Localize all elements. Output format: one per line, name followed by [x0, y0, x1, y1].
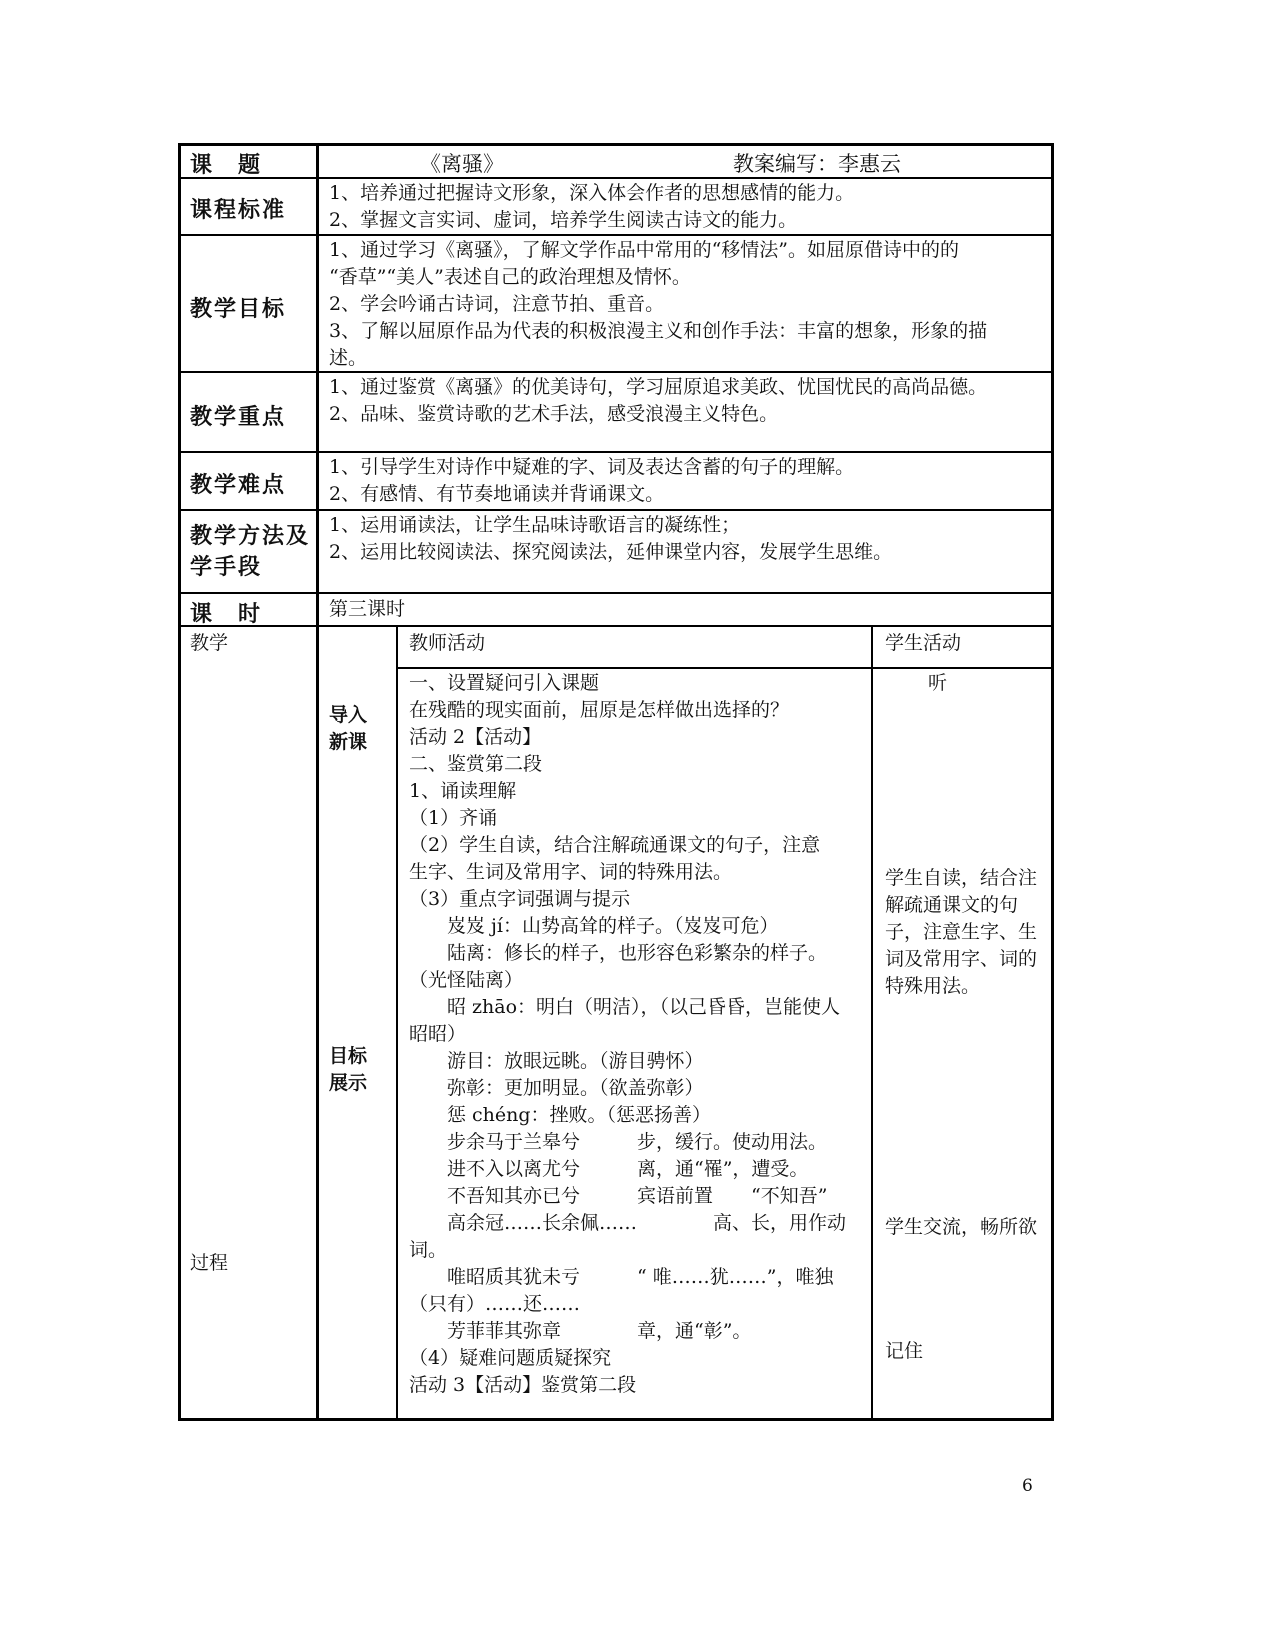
text-line: 陆离：修长的样子，也形容色彩繁杂的样子。 [409, 942, 828, 964]
teaching-goals-content [329, 237, 987, 372]
text-line: 1、通过鉴赏《离骚》的优美诗句，学习屈原追求美政、忧国忧民的高尚品德。 [329, 376, 988, 398]
text-line: 生字、生词及常用字、词的特殊用法。 [409, 861, 733, 883]
text-line: 惩 chéng：挫败。（惩恶扬善） [409, 1104, 712, 1126]
text-line: （1）齐诵 [409, 807, 498, 829]
text-line: 活动 3【活动】鉴赏第二段 [409, 1374, 637, 1396]
text-line: 活动 2【活动】 [409, 726, 542, 748]
text-line: （4）疑难问题质疑探究 [409, 1347, 612, 1369]
student-listen: 听 [928, 672, 948, 694]
label-line: 导入 [329, 704, 368, 726]
text-line: 特殊用法。 [885, 975, 981, 997]
text-line: （2）学生自读，结合注解疏通课文的句子，注意 [409, 834, 821, 856]
text-line: 二、鉴赏第二段 [409, 753, 543, 775]
text-line: 2、掌握文言实词、虚词，培养学生阅读古诗文的能力。 [329, 209, 798, 231]
text-line: 解疏通课文的句 [885, 894, 1019, 916]
teacher-activity-header: 教师活动 [409, 632, 486, 654]
text-line: 一、设置疑问引入课题 [409, 672, 600, 694]
text-line: 1、诵读理解 [409, 780, 517, 802]
period-label: 课 时 [190, 602, 263, 627]
teaching-goals-label: 教学目标 [190, 297, 287, 322]
text-line: 词。 [409, 1239, 448, 1261]
text-line: （3）重点字词强调与提示 [409, 888, 631, 910]
text-line: 游目：放眼远眺。（游目骋怀） [409, 1050, 704, 1072]
text-line: 昭昭） [409, 1023, 467, 1045]
period-value: 第三课时 [329, 598, 406, 620]
text-line: 述。 [329, 347, 368, 369]
text-line: 岌岌 jí：山势高耸的样子。（岌岌可危） [409, 915, 779, 937]
curriculum-standard-content [329, 180, 854, 234]
text-line: 1、运用诵读法，让学生品味诗歌语言的凝练性； [329, 514, 741, 536]
author-label: 教案编写：李惠云 [733, 152, 901, 176]
text-line: 2、学会吟诵古诗词，注意节拍、重音。 [329, 293, 665, 315]
process-label-bottom: 过程 [190, 1252, 229, 1274]
text-line: 1、引导学生对诗作中疑难的字、词及表达含蓄的句子的理解。 [329, 456, 855, 478]
curriculum-standard-label: 课程标准 [190, 198, 287, 223]
student-reading-note [885, 865, 1037, 1000]
teaching-focus-content [329, 374, 987, 428]
teaching-methods-content [329, 512, 892, 566]
text-line: 2、品味、鉴赏诗歌的艺术手法，感受浪漫主义特色。 [329, 403, 779, 425]
text-line: 2、运用比较阅读法、探究阅读法，延伸课堂内容，发展学生思维。 [329, 541, 893, 563]
label-line: 展示 [329, 1072, 368, 1094]
text-line: 1、通过学习《离骚》，了解文学作品中常用的“移情法”。如屈原借诗中的的 [329, 239, 960, 261]
teacher-activity-content [409, 670, 867, 1415]
teaching-methods-label [190, 521, 310, 583]
text-line: 不吾知其亦已兮 宾语前置 “不知吾” [409, 1185, 828, 1207]
text-line: 唯昭质其犹未亏 “ 唯……犹……”，唯独 [409, 1266, 834, 1288]
text-line: 在残酷的现实面前，屈原是怎样做出选择的？ [409, 699, 790, 721]
topic-label: 课 题 [190, 153, 263, 178]
teaching-difficulty-label: 教学难点 [190, 473, 287, 498]
label-line: 教学方法及 [190, 524, 311, 549]
text-line: 词及常用字、词的 [885, 948, 1038, 970]
text-line: 芳菲菲其弥章 章，通“彰”。 [409, 1320, 752, 1342]
text-line: 1、培养通过把握诗文形象，深入体会作者的思想感情的能力。 [329, 182, 855, 204]
student-exchange-note: 学生交流，畅所欲 [885, 1216, 1038, 1238]
student-activity-header: 学生活动 [885, 632, 962, 654]
section-intro-label [329, 702, 367, 756]
student-remember-note: 记住 [885, 1340, 924, 1362]
text-line: 3、了解以屈原作品为代表的积极浪漫主义和创作手法：丰富的想象，形象的描 [329, 320, 988, 342]
text-line: 步余马于兰皋兮 步，缓行。使动用法。 [409, 1131, 828, 1153]
text-line: 2、有感情、有节奏地诵读并背诵课文。 [329, 483, 665, 505]
text-line: “香草”“美人”表述自己的政治理想及情怀。 [329, 266, 691, 288]
teaching-difficulty-content [329, 454, 854, 508]
teaching-focus-label: 教学重点 [190, 405, 287, 430]
page-number: 6 [1022, 1476, 1033, 1496]
label-line: 新课 [329, 731, 368, 753]
text-line: 昭 zhāo：明白（明洁），（以己昏昏，岂能使人 [409, 996, 841, 1018]
process-label-top: 教学 [190, 632, 229, 654]
label-line: 目标 [329, 1045, 368, 1067]
text-line: 进不入以离尤兮 离，通“罹”，遭受。 [409, 1158, 809, 1180]
text-line: 高余冠……长余佩…… 高、长，用作动 [409, 1212, 847, 1234]
text-line: （光怪陆离） [409, 969, 524, 991]
section-goal-label [329, 1043, 367, 1097]
text-line: 子，注意生字、生 [885, 921, 1038, 943]
text-line: 学生自读，结合注 [885, 867, 1038, 889]
label-line: 学手段 [190, 555, 263, 580]
text-line: 弥彰：更加明显。（欲盖弥彰） [409, 1077, 704, 1099]
topic-value: 《离骚》 [420, 152, 504, 176]
text-line: （只有）……还…… [409, 1293, 581, 1315]
